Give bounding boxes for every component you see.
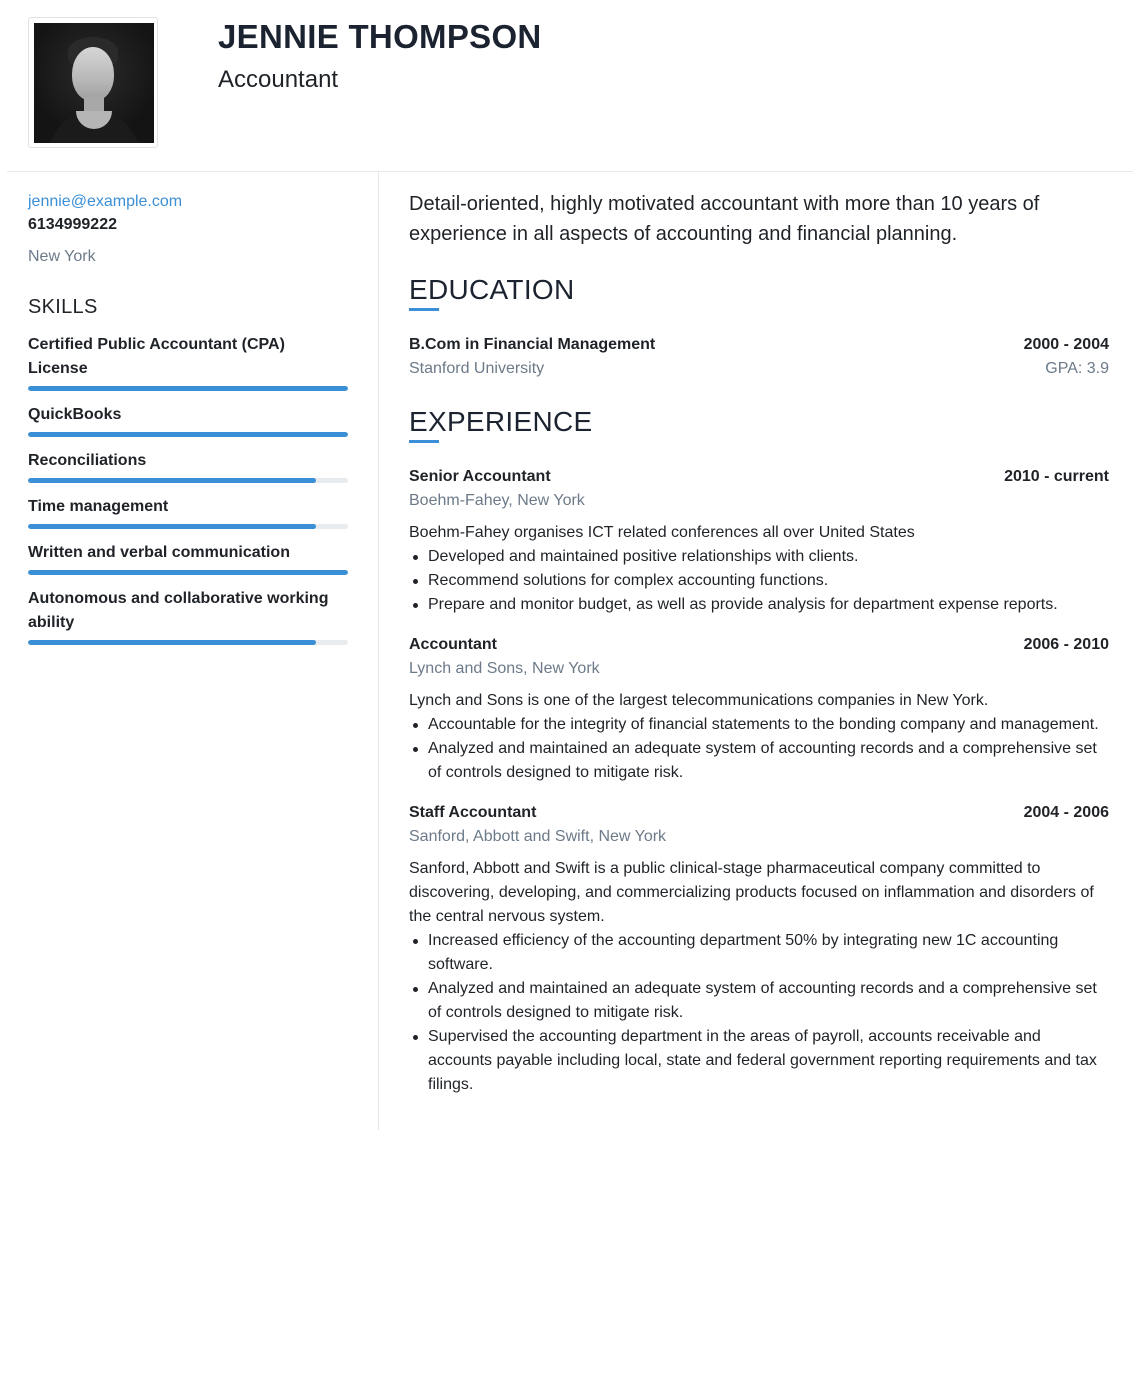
skill-level-fill bbox=[28, 570, 348, 575]
skill-level-fill bbox=[28, 432, 348, 437]
experience-bullet: Supervised the accounting department in the areas of payroll, accounts receivable and accounts payable including local, state and federal government reporting requirements and tax filings. bbox=[409, 1025, 1109, 1097]
email-link[interactable]: jennie@example.com bbox=[28, 193, 183, 210]
main-column bbox=[409, 172, 1109, 1097]
education-entry-header bbox=[409, 333, 1109, 357]
experience-company: Boehm-Fahey, New York bbox=[409, 492, 585, 509]
education-heading-underline bbox=[409, 308, 439, 311]
experience-heading: EXPERIENCE bbox=[409, 406, 593, 437]
skill-level-bar bbox=[28, 432, 348, 437]
skill-name: Certified Public Accountant (CPA) License bbox=[28, 336, 285, 377]
experience-dates: 2010 - current bbox=[1004, 468, 1109, 485]
experience-bullet: Analyzed and maintained an adequate system of accounting records and a comprehensive set of controls designed to mitigate risk. bbox=[409, 977, 1109, 1025]
experience-entry bbox=[409, 633, 1109, 785]
skill-name: Time management bbox=[28, 498, 169, 515]
experience-entry-header bbox=[409, 801, 1109, 825]
skill-name: Autonomous and collaborative working ability bbox=[28, 590, 329, 631]
education-gpa: GPA: 3.9 bbox=[1045, 360, 1109, 377]
profile-photo-frame bbox=[28, 17, 158, 148]
skill-item bbox=[28, 495, 348, 529]
experience-bullet: Developed and maintained positive relationships with clients. bbox=[409, 545, 1109, 569]
skill-level-fill bbox=[28, 640, 316, 645]
experience-entry-header bbox=[409, 465, 1109, 489]
education-degree: B.Com in Financial Management bbox=[409, 336, 656, 353]
skill-level-fill bbox=[28, 478, 316, 483]
experience-entry-header bbox=[409, 633, 1109, 657]
skill-name: QuickBooks bbox=[28, 406, 122, 423]
experience-list bbox=[409, 465, 1109, 1097]
experience-bullet: Increased efficiency of the accounting department 50% by integrating new 1C accounting software. bbox=[409, 929, 1109, 977]
experience-role: Senior Accountant bbox=[409, 468, 551, 485]
profile-photo bbox=[34, 23, 154, 143]
experience-description: Boehm-Fahey organises ICT related conferences all over United States bbox=[409, 524, 915, 541]
experience-bullets bbox=[409, 545, 1109, 617]
experience-bullets bbox=[409, 929, 1109, 1097]
experience-role: Staff Accountant bbox=[409, 804, 537, 821]
experience-company: Lynch and Sons, New York bbox=[409, 660, 600, 677]
experience-role: Accountant bbox=[409, 636, 497, 653]
experience-bullet: Accountable for the integrity of financial statements to the bonding company and management. bbox=[409, 713, 1109, 737]
experience-bullets bbox=[409, 713, 1109, 785]
skill-level-bar bbox=[28, 386, 348, 391]
experience-description: Sanford, Abbott and Swift is a public clinical-stage pharmaceutical company committed to discovering, developing, and commercializing products focused on inflammation and disorders of the central nervous system. bbox=[409, 860, 1094, 925]
skill-level-fill bbox=[28, 386, 348, 391]
skill-level-bar bbox=[28, 570, 348, 575]
skill-item bbox=[28, 587, 348, 645]
experience-bullet: Analyzed and maintained an adequate system of accounting records and a comprehensive set of controls designed to mitigate risk. bbox=[409, 737, 1109, 785]
education-school: Stanford University bbox=[409, 360, 545, 377]
skill-level-fill bbox=[28, 524, 316, 529]
education-entry-sub bbox=[409, 357, 1109, 381]
experience-bullet: Recommend solutions for complex accounting functions. bbox=[409, 569, 1109, 593]
skill-item bbox=[28, 449, 348, 483]
skill-name: Reconciliations bbox=[28, 452, 147, 469]
education-heading: EDUCATION bbox=[409, 274, 575, 305]
skill-name: Written and verbal communication bbox=[28, 544, 290, 561]
candidate-name: JENNIE THOMPSON bbox=[218, 18, 542, 55]
experience-company: Sanford, Abbott and Swift, New York bbox=[409, 828, 667, 845]
sidebar bbox=[7, 172, 379, 1130]
skills-heading: SKILLS bbox=[28, 296, 98, 318]
education-entry bbox=[409, 333, 1109, 381]
skill-item bbox=[28, 333, 348, 391]
experience-dates: 2004 - 2006 bbox=[1023, 804, 1109, 821]
resume-header bbox=[7, 0, 1133, 172]
summary-text: Detail-oriented, highly motivated accountant with more than 10 years of experience in all aspects of accounting and financial planning. bbox=[409, 193, 1040, 245]
photo-face bbox=[72, 47, 114, 101]
skill-level-bar bbox=[28, 478, 348, 483]
skills-list bbox=[28, 333, 348, 645]
experience-heading-underline bbox=[409, 440, 439, 443]
experience-dates: 2006 - 2010 bbox=[1023, 636, 1109, 653]
candidate-job-title: Accountant bbox=[218, 66, 339, 93]
education-list bbox=[409, 333, 1109, 381]
experience-entry bbox=[409, 801, 1109, 1097]
education-dates: 2000 - 2004 bbox=[1023, 336, 1109, 353]
experience-entry bbox=[409, 465, 1109, 617]
skill-level-bar bbox=[28, 640, 348, 645]
phone-number: 6134999222 bbox=[28, 216, 117, 233]
experience-description: Lynch and Sons is one of the largest telecommunications companies in New York. bbox=[409, 692, 989, 709]
location: New York bbox=[28, 248, 96, 265]
skill-level-bar bbox=[28, 524, 348, 529]
skill-item bbox=[28, 541, 348, 575]
experience-bullet: Prepare and monitor budget, as well as provide analysis for department expense reports. bbox=[409, 593, 1109, 617]
skill-item bbox=[28, 403, 348, 437]
